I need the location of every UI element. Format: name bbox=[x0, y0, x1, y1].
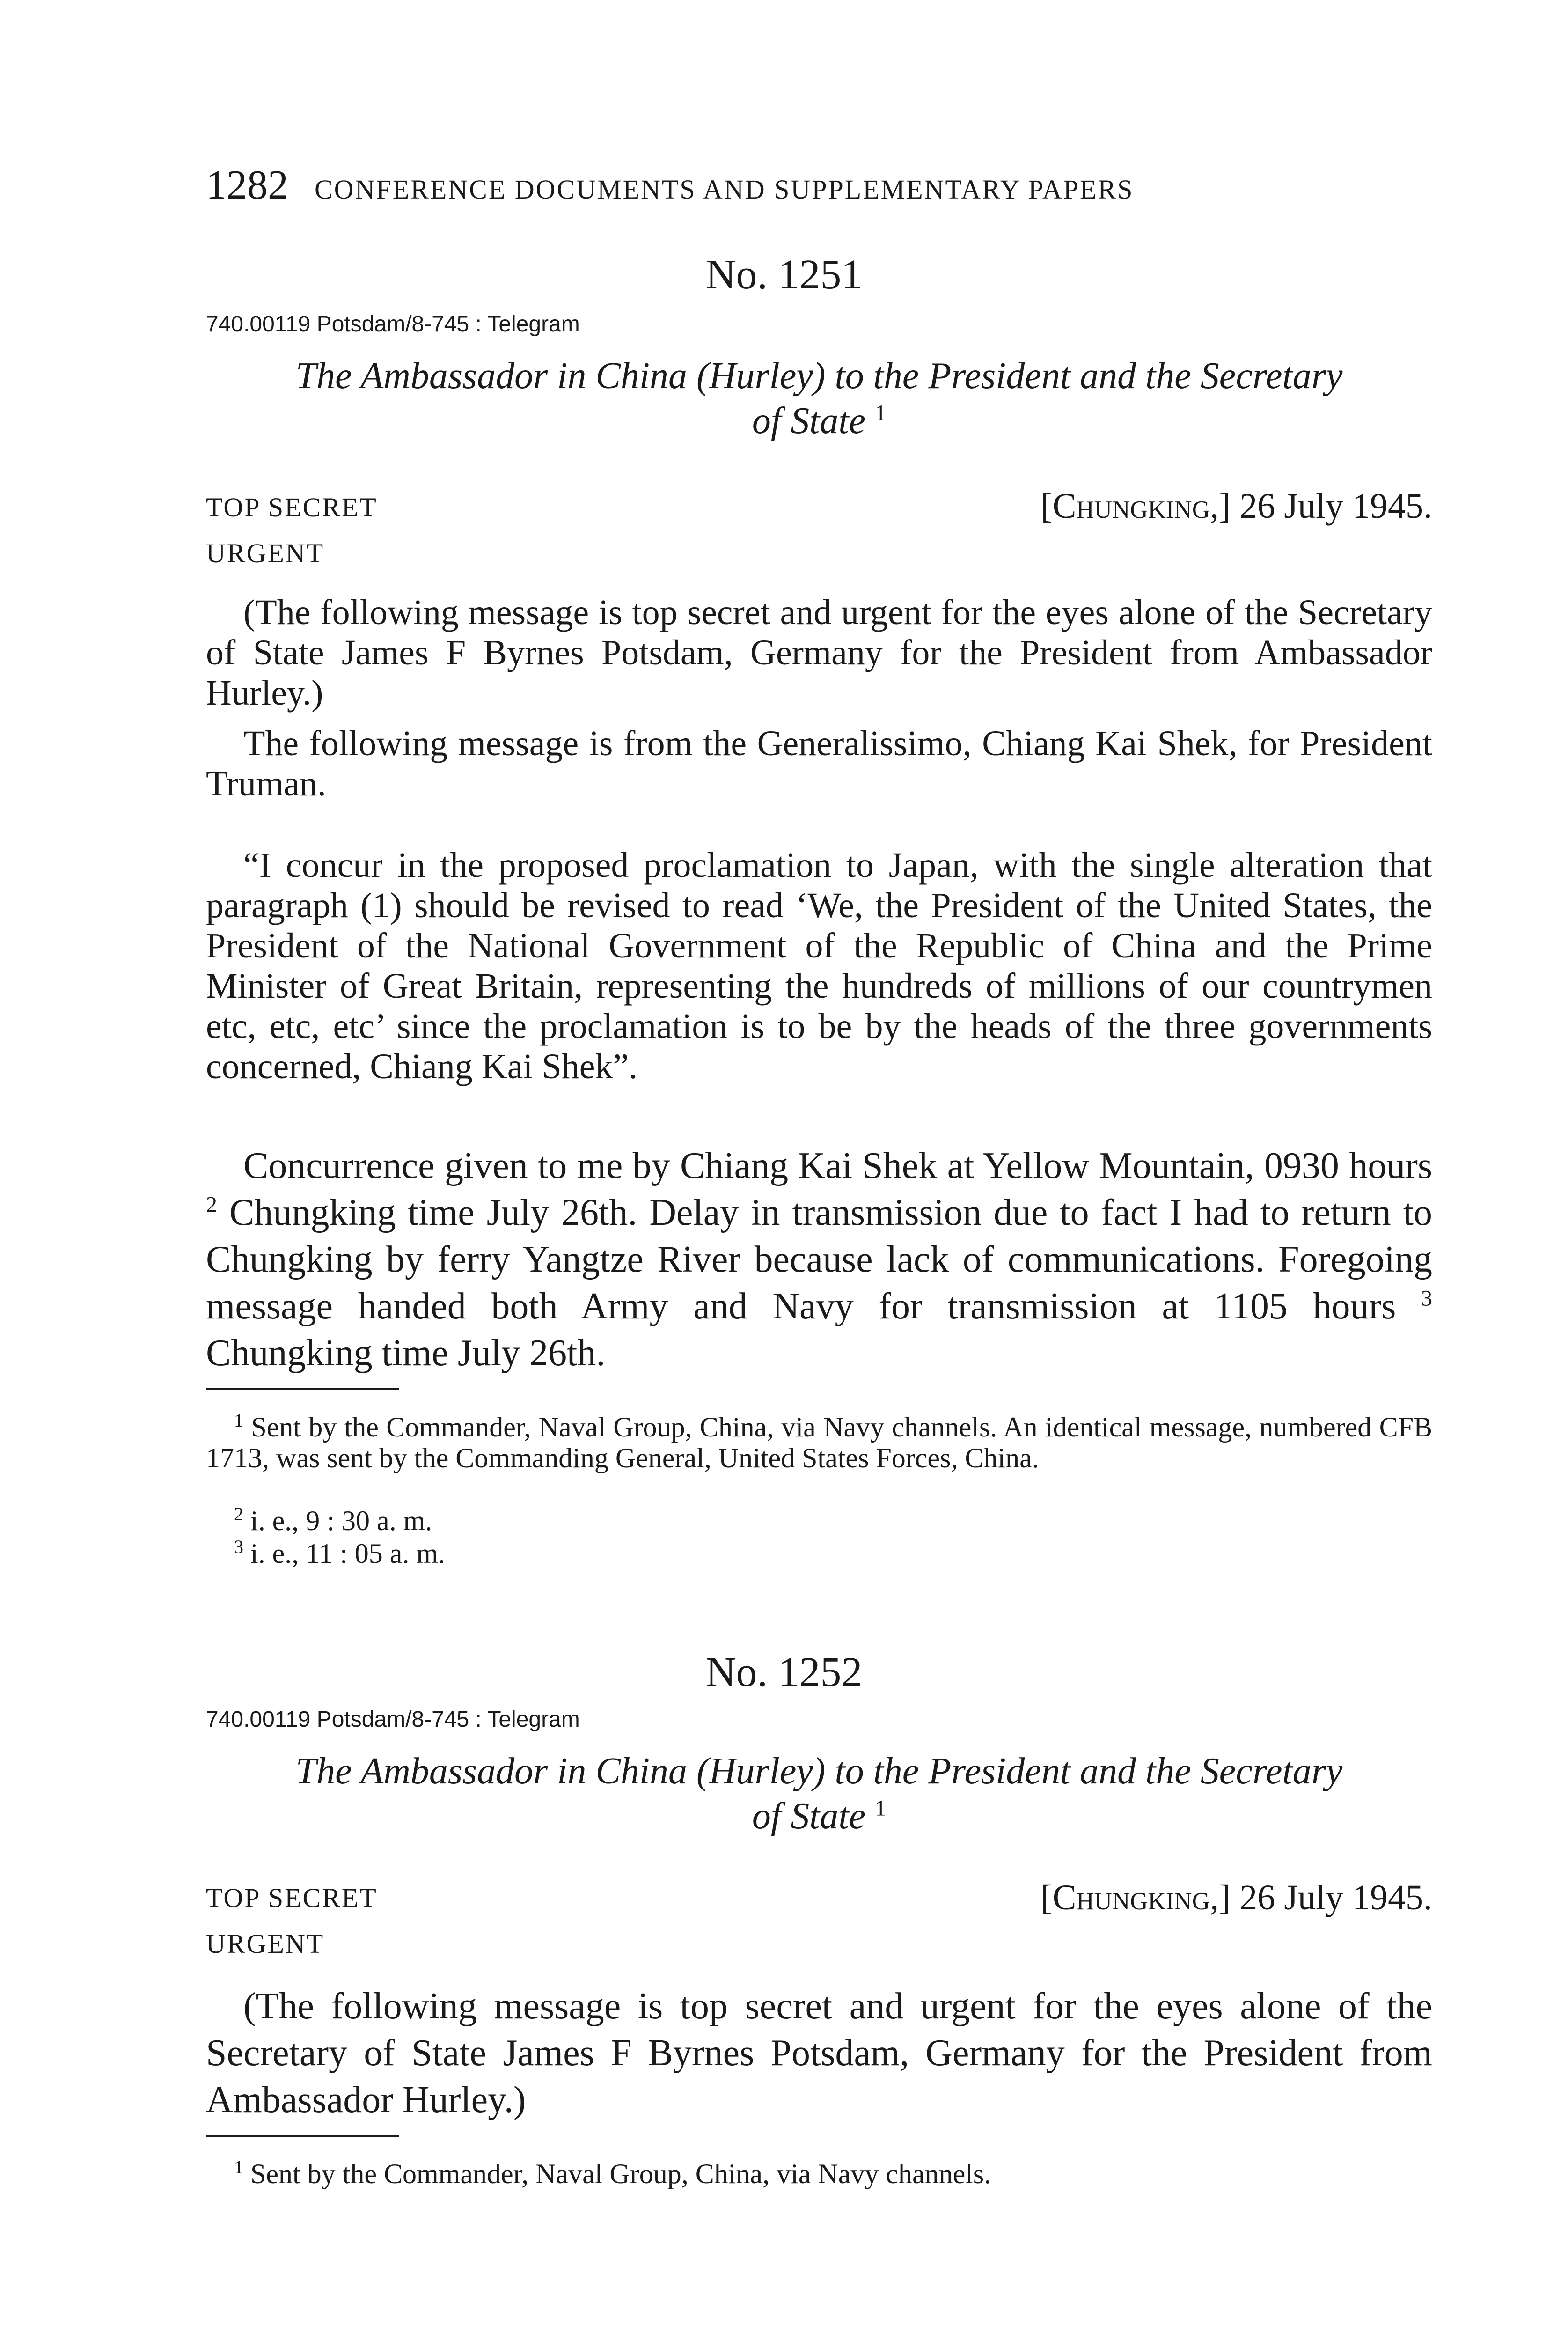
footnote-reference: 2 bbox=[206, 1192, 217, 1217]
classification-urgent: URGENT bbox=[206, 1929, 325, 1959]
classification-urgent: URGENT bbox=[206, 538, 325, 568]
dateline-place: [Chungking,] bbox=[1040, 1878, 1231, 1917]
file-reference: 740.00119 Potsdam/8-745 : Telegram bbox=[206, 312, 580, 337]
footnote-reference: 3 bbox=[1421, 1286, 1433, 1311]
dateline bbox=[1040, 486, 1432, 527]
document-number: No. 1252 bbox=[705, 1649, 863, 1695]
running-title: CONFERENCE DOCUMENTS AND SUPPLEMENTARY PAPERS bbox=[315, 174, 1134, 205]
footnote-reference: 1 bbox=[875, 400, 887, 426]
file-reference: 740.00119 Potsdam/8-745 : Telegram bbox=[206, 1707, 580, 1732]
title-line-2: of State bbox=[752, 1796, 866, 1837]
running-head bbox=[206, 162, 1432, 209]
title-line-2: of State bbox=[752, 400, 866, 442]
dateline-place: [Chungking,] bbox=[1040, 486, 1231, 526]
classification-top-secret: TOP SECRET bbox=[206, 1883, 378, 1913]
message-intro-paragraph: The following message is from the Generalissimo, Chiang Kai Shek, for President Truman. bbox=[206, 724, 1432, 803]
title-line-1: The Ambassador in China (Hurley) to the President and the Secretary bbox=[295, 1751, 1343, 1792]
footnote-reference: 1 bbox=[875, 1796, 887, 1821]
footnote: $^3$ i. e., 11 : 05 a. m. bbox=[234, 1536, 446, 1569]
title-line-1: The Ambassador in China (Hurley) to the President and the Secretary bbox=[295, 355, 1343, 397]
classification-top-secret: TOP SECRET bbox=[206, 492, 378, 523]
footnote-divider bbox=[206, 2135, 399, 2137]
document-title bbox=[206, 353, 1432, 443]
document-title bbox=[206, 1749, 1432, 1839]
dateline bbox=[1040, 1877, 1432, 1918]
quoted-message-paragraph: “I concur in the proposed proclamation to Japan, with the single alteration that paragraph (1) should be revised to read ‘We, the President of the United States, the President of the National Government of the Republic of China and the Prime Minister of Great Britain, representing the hundreds of millions of our countrymen etc, etc, etc’ since the proclamation is to be by the heads of the three governments concerned, Chiang Kai Shek”. bbox=[206, 846, 1432, 1086]
document-number: No. 1251 bbox=[705, 251, 863, 298]
dateline-date: 26 July 1945. bbox=[1239, 1878, 1432, 1917]
footnote: $^1$ Sent by the Commander, Naval Group, China, via Navy channels. bbox=[234, 2157, 991, 2189]
page-number: 1282 bbox=[206, 162, 288, 208]
preamble-paragraph: (The following message is top secret and urgent for the eyes alone of the Secretary of State James F Byrnes Potsdam, Germany for the President from Ambassador Hurley.) bbox=[206, 593, 1432, 713]
footnote-divider bbox=[206, 1388, 399, 1390]
footnote: $^1$ Sent by the Commander, Naval Group, China, via Navy channels. An identical message, numbered CFB 1713, was sent by the Commanding General, United States Forces, China. bbox=[206, 1410, 1432, 1473]
preamble-paragraph: (The following message is top secret and urgent for the eyes alone of the Secretary of State James F Byrnes Potsdam, Germany for the President from Ambassador Hurley.) bbox=[206, 1986, 1432, 2120]
dateline-date: 26 July 1945. bbox=[1239, 486, 1432, 526]
concurrence-paragraph: Concurrence given to me by Chiang Kai Shek at Yellow Mountain, 0930 hours $^2$ Chungking time July 26th. Delay in transmission due to fact I had to return to Chungking by ferry Yangtze River because lack of communications. Foregoing message handed both Army and Navy for transmission at 1105 hours $^3$ Chungking time July 26th. bbox=[206, 1145, 1433, 1374]
footnote: $^2$ i. e., 9 : 30 a. m. bbox=[234, 1503, 432, 1536]
